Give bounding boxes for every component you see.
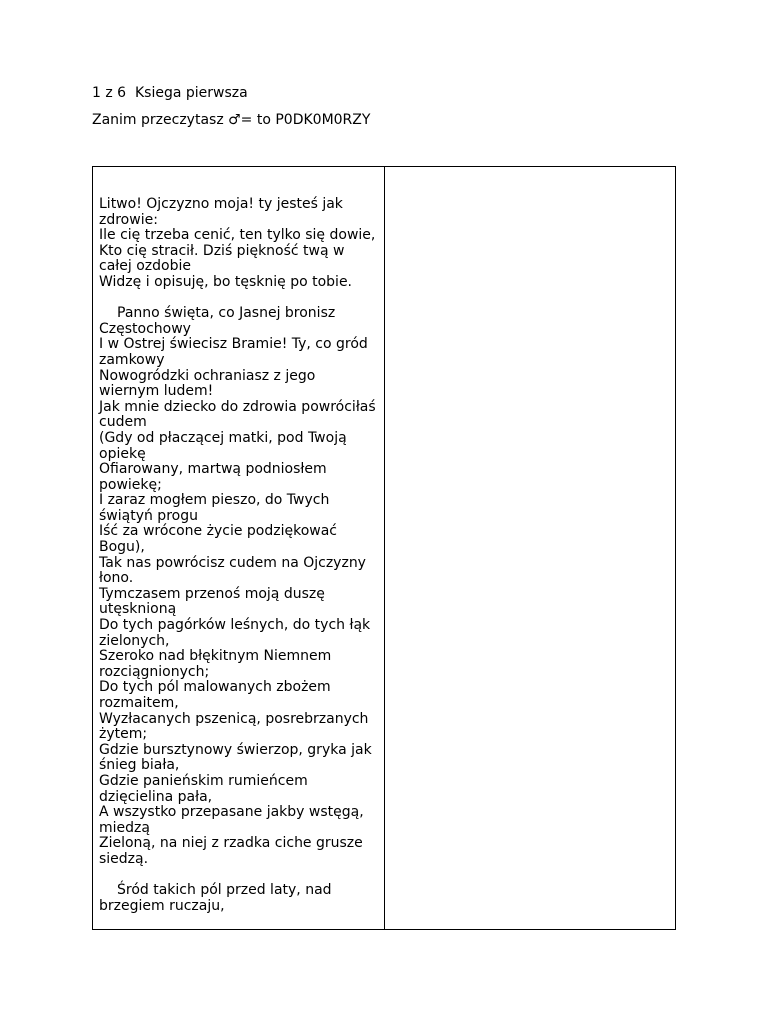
poem-text-cell — [93, 167, 385, 929]
poem-verse: Szeroko nad błękitnym Niemnem rozciągnionych; — [99, 648, 332, 680]
poem-verse: (Gdy od płaczącej matki, pod Twoją opiekę — [99, 429, 347, 462]
poem-verse: I w Ostrej świecisz Bramie! Ty, co gród zamkowy — [99, 336, 368, 368]
poem-verse: Ile cię trzeba cenić, ten tylko się dowie, — [99, 227, 376, 244]
poem-verse: Panno święta, co Jasnej bronisz Częstochowy — [99, 305, 336, 337]
reading-note: Zanim przeczytasz ♂= to P0DK0M0RZY — [92, 112, 371, 128]
poem-verse: Litwo! Ojczyzno moja! ty jesteś jak zdrowie: — [99, 196, 343, 228]
poem-verse: Iść za wrócone życie podziękować Bogu), — [99, 523, 337, 556]
poem-verse: Wyzłacanych pszenicą, posrebrzanych żytem; — [99, 710, 369, 743]
poem-verse: Jak mnie dziecko do zdrowia powróciłaś cudem — [99, 398, 376, 431]
poem-verse: Kto cię stracił. Dziś piękność twą w całej ozdobie — [99, 242, 345, 275]
poem-verse: Ofiarowany, martwą podniosłem powiekę; — [99, 461, 327, 493]
poem-verse: Gdzie bursztynowy świerzop, gryka jak śnieg biała, — [99, 741, 372, 774]
poem-table — [92, 166, 676, 930]
poem-verse: Śród takich pól przed laty, nad brzegiem ruczaju, — [99, 882, 332, 914]
poem-verse: Nowogródzki ochraniasz z jego wiernym ludem! — [99, 367, 316, 400]
page-indicator: 1 z 6 Ksiega pierwsza — [92, 85, 248, 101]
poem-verse: Widzę i opisuję, bo tęsknię po tobie. — [99, 273, 353, 290]
poem-verse: Tak nas powrócisz cudem na Ojczyzny łono. — [99, 554, 366, 587]
poem-stanza — [99, 197, 378, 291]
poem-verse: Tymczasem przenoś moją duszę utęsknioną — [99, 585, 325, 618]
empty-notes-cell — [385, 167, 675, 929]
poem-verse: Do tych pagórków leśnych, do tych łąk zielonych, — [99, 617, 371, 649]
poem-verse: A wszystko przepasane jakby wstęgą, miedzą — [99, 804, 364, 836]
poem-verse: Gdzie panieńskim rumieńcem dzięcielina pała, — [99, 772, 308, 805]
poem-stanza — [99, 306, 378, 867]
poem-verse: I zaraz mogłem pieszo, do Twych świątyń progu — [99, 492, 330, 524]
poem-stanza — [99, 883, 378, 914]
poem-verse: Do tych pól malowanych zbożem rozmaitem, — [99, 679, 331, 711]
poem-verse: Zieloną, na niej z rzadka ciche grusze siedzą. — [99, 835, 363, 867]
